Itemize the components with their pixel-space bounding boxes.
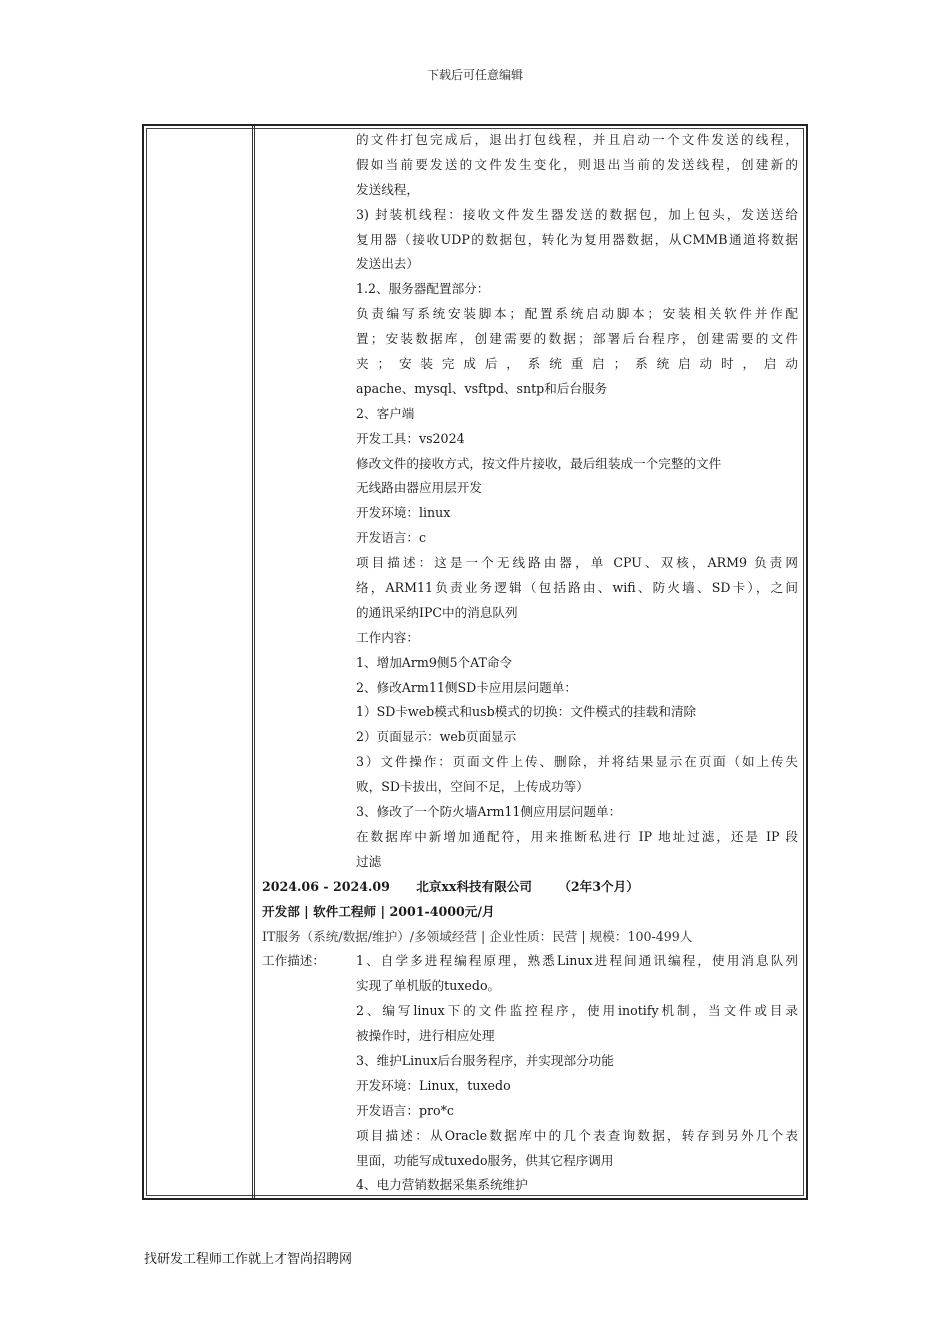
text-line: 1、自学多进程编程原理，熟悉Linux进程间通讯编程，使用消息队列	[356, 953, 798, 969]
text-line: apache、mysql、vsftpd、sntp和后台服务	[356, 380, 608, 396]
text-line: 败，SD卡拔出，空间不足，上传成功等）	[356, 779, 589, 795]
table-column-divider	[252, 126, 255, 1198]
text-line: 里面，功能写成tuxedo服务，供其它程序调用	[356, 1152, 614, 1168]
text-line: 项目描述：从Oracle数据库中的几个表查询数据，转存到另外几个表	[356, 1127, 798, 1143]
job-description-block	[262, 949, 798, 1198]
text-line: 开发语言：c	[356, 530, 427, 546]
text-line: 1.2、服务器配置部分：	[356, 281, 490, 297]
job-company: 北京xx科技有限公司	[416, 878, 533, 894]
text-line: 在数据库中新增加通配符，用来推断私进行 IP 地址过滤，还是 IP 段	[356, 828, 798, 844]
text-line: 开发语言：pro*c	[356, 1102, 454, 1118]
text-line: 开发环境：linux	[356, 505, 451, 521]
job-description-lines	[262, 949, 798, 1198]
text-line: 负责编写系统安装脚本；配置系统启动脚本；安装相关软件并作配	[356, 306, 798, 322]
text-line: 假如当前要发送的文件发生变化，则退出当前的发送线程，创建新的	[356, 156, 798, 172]
text-line: 的文件打包完成后，退出打包线程，并且启动一个文件发送的线程，	[356, 132, 798, 147]
text-line: 开发工具：vs2024	[356, 430, 465, 446]
text-line: 1、增加Arm9侧5个AT命令	[356, 654, 513, 670]
job-duration: （2年3个月）	[558, 878, 639, 894]
text-line: 3、维护Linux后台服务程序，并实现部分功能	[356, 1052, 614, 1068]
page-header-note: 下载后可任意编辑	[426, 68, 523, 82]
text-line: 发送出去）	[356, 256, 419, 272]
text-line: 工作内容：	[356, 629, 419, 645]
text-line: 3、修改了一个防火墙Arm11侧应用层问题单：	[356, 804, 622, 820]
job-industry-line: IT服务（系统/数据/维护）/多领域经营 | 企业性质：民营 | 规模：100-499人	[262, 928, 693, 944]
text-line: 络，ARM11负责业务逻辑（包括路由、wifi、防火墙、SD卡），之间	[356, 580, 798, 596]
text-line: 发送线程，	[356, 181, 419, 197]
text-line: 过滤	[356, 853, 382, 869]
text-line: 实现了单机版的tuxedo。	[356, 978, 501, 994]
text-line: 置；安装数据库，创建需要的数据；部署后台程序，创建需要的文件	[356, 331, 798, 347]
text-line: 2、修改Arm11侧SD卡应用层问题单：	[356, 679, 577, 695]
text-line: 2）页面显示：web页面显示	[356, 729, 517, 745]
text-line: 的通讯采纳IPC中的消息队列	[356, 604, 518, 620]
job-position-line: 开发部 | 软件工程师 | 2001-4000元/月	[262, 903, 495, 919]
resume-content	[262, 128, 798, 1198]
job-period: 2024.06 - 2024.09	[262, 878, 390, 894]
text-line: 被操作时，进行相应处理	[356, 1028, 495, 1044]
text-line: 夹；安装完成后，系统重启；系统启动时，启动	[356, 356, 798, 372]
text-line: 1）SD卡web模式和usb模式的切换：文件模式的挂载和清除	[356, 704, 697, 720]
text-line: 项目描述：这是一个无线路由器，单 CPU、双核，ARM9 负责网	[356, 555, 798, 571]
text-line: 无线路由器应用层开发	[356, 480, 482, 496]
page-footer-note: 找研发工程师工作就上才智尚招聘网	[144, 1252, 353, 1267]
text-line: 2、编写linux下的文件监控程序，使用inotify机制，当文件或目录	[356, 1003, 798, 1019]
text-line: 修改文件的接收方式，按文件片接收，最后组装成一个完整的文件	[356, 455, 722, 471]
text-line: 开发环境：Linux，tuxedo	[356, 1077, 511, 1093]
text-line: 3) 封装机线程：接收文件发生器发送的数据包，加上包头，发送送给	[356, 206, 798, 222]
text-line: 3）文件操作：页面文件上传、删除，并将结果显示在页面（如上传失	[356, 754, 798, 770]
text-line: 2、客户端	[356, 405, 415, 421]
job-description-label: 工作描述：	[262, 953, 325, 969]
text-line: 复用器（接收UDP的数据包，转化为复用器数据，从CMMB通道将数据	[356, 231, 798, 247]
project-description-section	[262, 128, 798, 875]
job-header-line	[262, 875, 798, 900]
text-line: 4、电力营销数据采集系统维护	[356, 1177, 528, 1193]
